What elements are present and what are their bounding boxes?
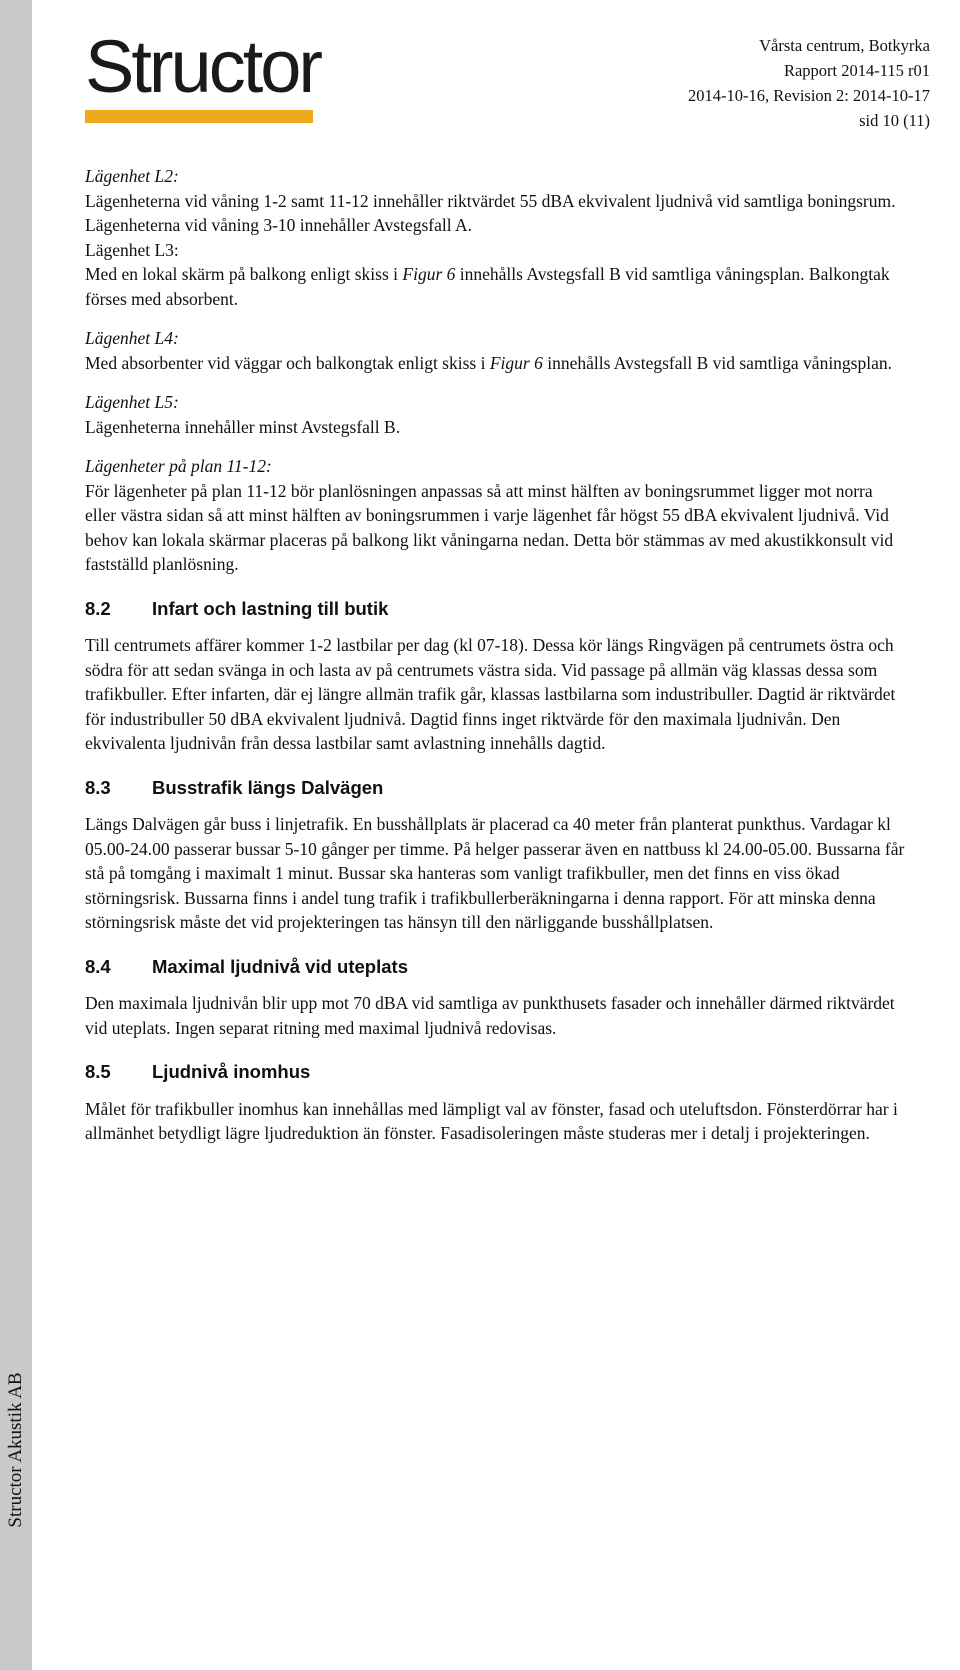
l4-text-a: Med absorbenter vid väggar och balkongtak enligt skiss i: [85, 352, 486, 373]
logo-underline-bar: [85, 110, 313, 123]
l4-text-b: innehålls Avstegsfall B vid samtliga våningsplan.: [547, 352, 892, 373]
section-heading-8-3: [85, 776, 905, 801]
l3-paragraph: [85, 262, 905, 311]
side-margin-bar: [0, 0, 32, 1670]
project-name: Vårsta centrum, Botkyrka: [759, 36, 930, 55]
l4-heading: Lägenhet L4:: [85, 328, 179, 348]
report-date: 2014-10-16, Revision 2: 2014-10-17: [688, 86, 930, 105]
page-number: sid 10 (11): [859, 111, 930, 130]
section-title: Ljudnivå inomhus: [152, 1061, 311, 1082]
section-number: 8.4: [85, 955, 111, 977]
document-body: [85, 164, 905, 1146]
l3-heading: Lägenhet L3:: [85, 239, 179, 260]
section-paragraph-8-5: Målet för trafikbuller inomhus kan innehållas med lämpligt val av fönster, fasad och uteluftsdon. Fönsterdörrar har i allmänhet betydligt lägre ljudreduktion än fönster. Fasadisoleringen måste studeras mer i detalj i projekteringen.: [85, 1098, 898, 1143]
section-title: Infart och lastning till butik: [152, 597, 389, 619]
section-paragraph-8-2: Till centrumets affärer kommer 1-2 lastbilar per dag (kl 07-18). Dessa kör längs Ringvägen på centrumets östra och södra för att sedan svänga in och lasta av på centrumets västra sida. Vid passage på allmän väg klassas dessa som trafikbuller. Efter infarten, där ej längre allmän trafik går, klassas lastbilarna som industribuller. Dagtid är riktvärdet för industribuller 50 dBA ekvivalent ljudnivå. Dagtid finns inget riktvärde för den maximala ljudnivån. Den ekvivalenta ljudnivån från dessa lastbilar samt avlastning innehålls dagtid.: [85, 635, 896, 753]
section-title: Busstrafik längs Dalvägen: [152, 776, 384, 798]
logo-wordmark: Structor: [85, 25, 321, 108]
l3-text-a: Med en lokal skärm på balkong enligt skiss i: [85, 264, 399, 284]
l4-paragraph: [85, 351, 905, 376]
section-number: 8.5: [85, 1061, 111, 1082]
section-number: 8.3: [85, 776, 111, 798]
plan-paragraph: För lägenheter på plan 11-12 bör planlösningen anpassas så att minst hälften av boningsrummet ligger mot norra eller västra sidan så att minst hälften av boningsrummen i varje lägenhet får högst 55 dBA ekvivalent ljudnivå. Vid behov kan lokala skärmar placeras på balkong likt våningarna nedan. Detta bör stämmas av med akustikkonsult vid fastställd planlösning.: [85, 480, 894, 574]
l4-figure-ref: Figur 6: [489, 352, 543, 373]
l2-paragraph: Lägenheterna vid våning 1-2 samt 11-12 innehåller riktvärdet 55 dBA ekvivalent ljudnivå vid samtliga boningsrum. Lägenheterna vid våning 3-10 innehåller Avstegsfall A.: [85, 190, 896, 235]
header-meta: [688, 33, 930, 133]
plan-heading: Lägenheter på plan 11-12:: [85, 456, 272, 476]
section-title: Maximal ljudnivå vid uteplats: [152, 955, 408, 977]
l3-text-b: innehålls Avstegsfall B vid samtliga våningsplan. Balkongtak förses med absorbent.: [85, 264, 890, 309]
section-number: 8.2: [85, 597, 111, 619]
l3-figure-ref: Figur 6: [402, 264, 456, 284]
section-heading-8-2: [85, 597, 905, 622]
report-number: Rapport 2014-115 r01: [783, 61, 930, 80]
company-name-vertical: Structor Akustik AB: [5, 1372, 26, 1528]
section-paragraph-8-4: Den maximala ljudnivån blir upp mot 70 dBA vid samtliga av punkthusets fasader och innehåller därmed riktvärdet vid uteplats. Ingen separat ritning med maximal ljudnivå redovisas.: [85, 993, 895, 1038]
l5-heading: Lägenhet L5:: [85, 392, 179, 412]
l5-paragraph: Lägenheterna innehåller minst Avstegsfall B.: [85, 416, 401, 437]
section-heading-8-4: [85, 955, 905, 980]
l2-heading: Lägenhet L2:: [85, 166, 179, 186]
section-paragraph-8-3: Längs Dalvägen går buss i linjetrafik. En busshållplats är placerad ca 40 meter från planterat punkthus. Vardagar kl 05.00-24.00 passerar bussar 5-10 gånger per timme. På helger passerar även en nattbuss kl 24.00-05.00. Bussarna får stå på tomgång i maximalt 1 minut. Bussar ska hanteras som vanligt trafikbuller, men det finns en viss ökad störningsrisk. Bussarna finns i andel tung trafik i trafikbullerberäkningarna i denna rapport. För att minska denna störningsrisk måste det vid projekteringen tas hänsyn till den närliggande busshållplatsen.: [85, 814, 905, 932]
structor-logo: [85, 25, 321, 123]
section-heading-8-5: [85, 1060, 905, 1085]
